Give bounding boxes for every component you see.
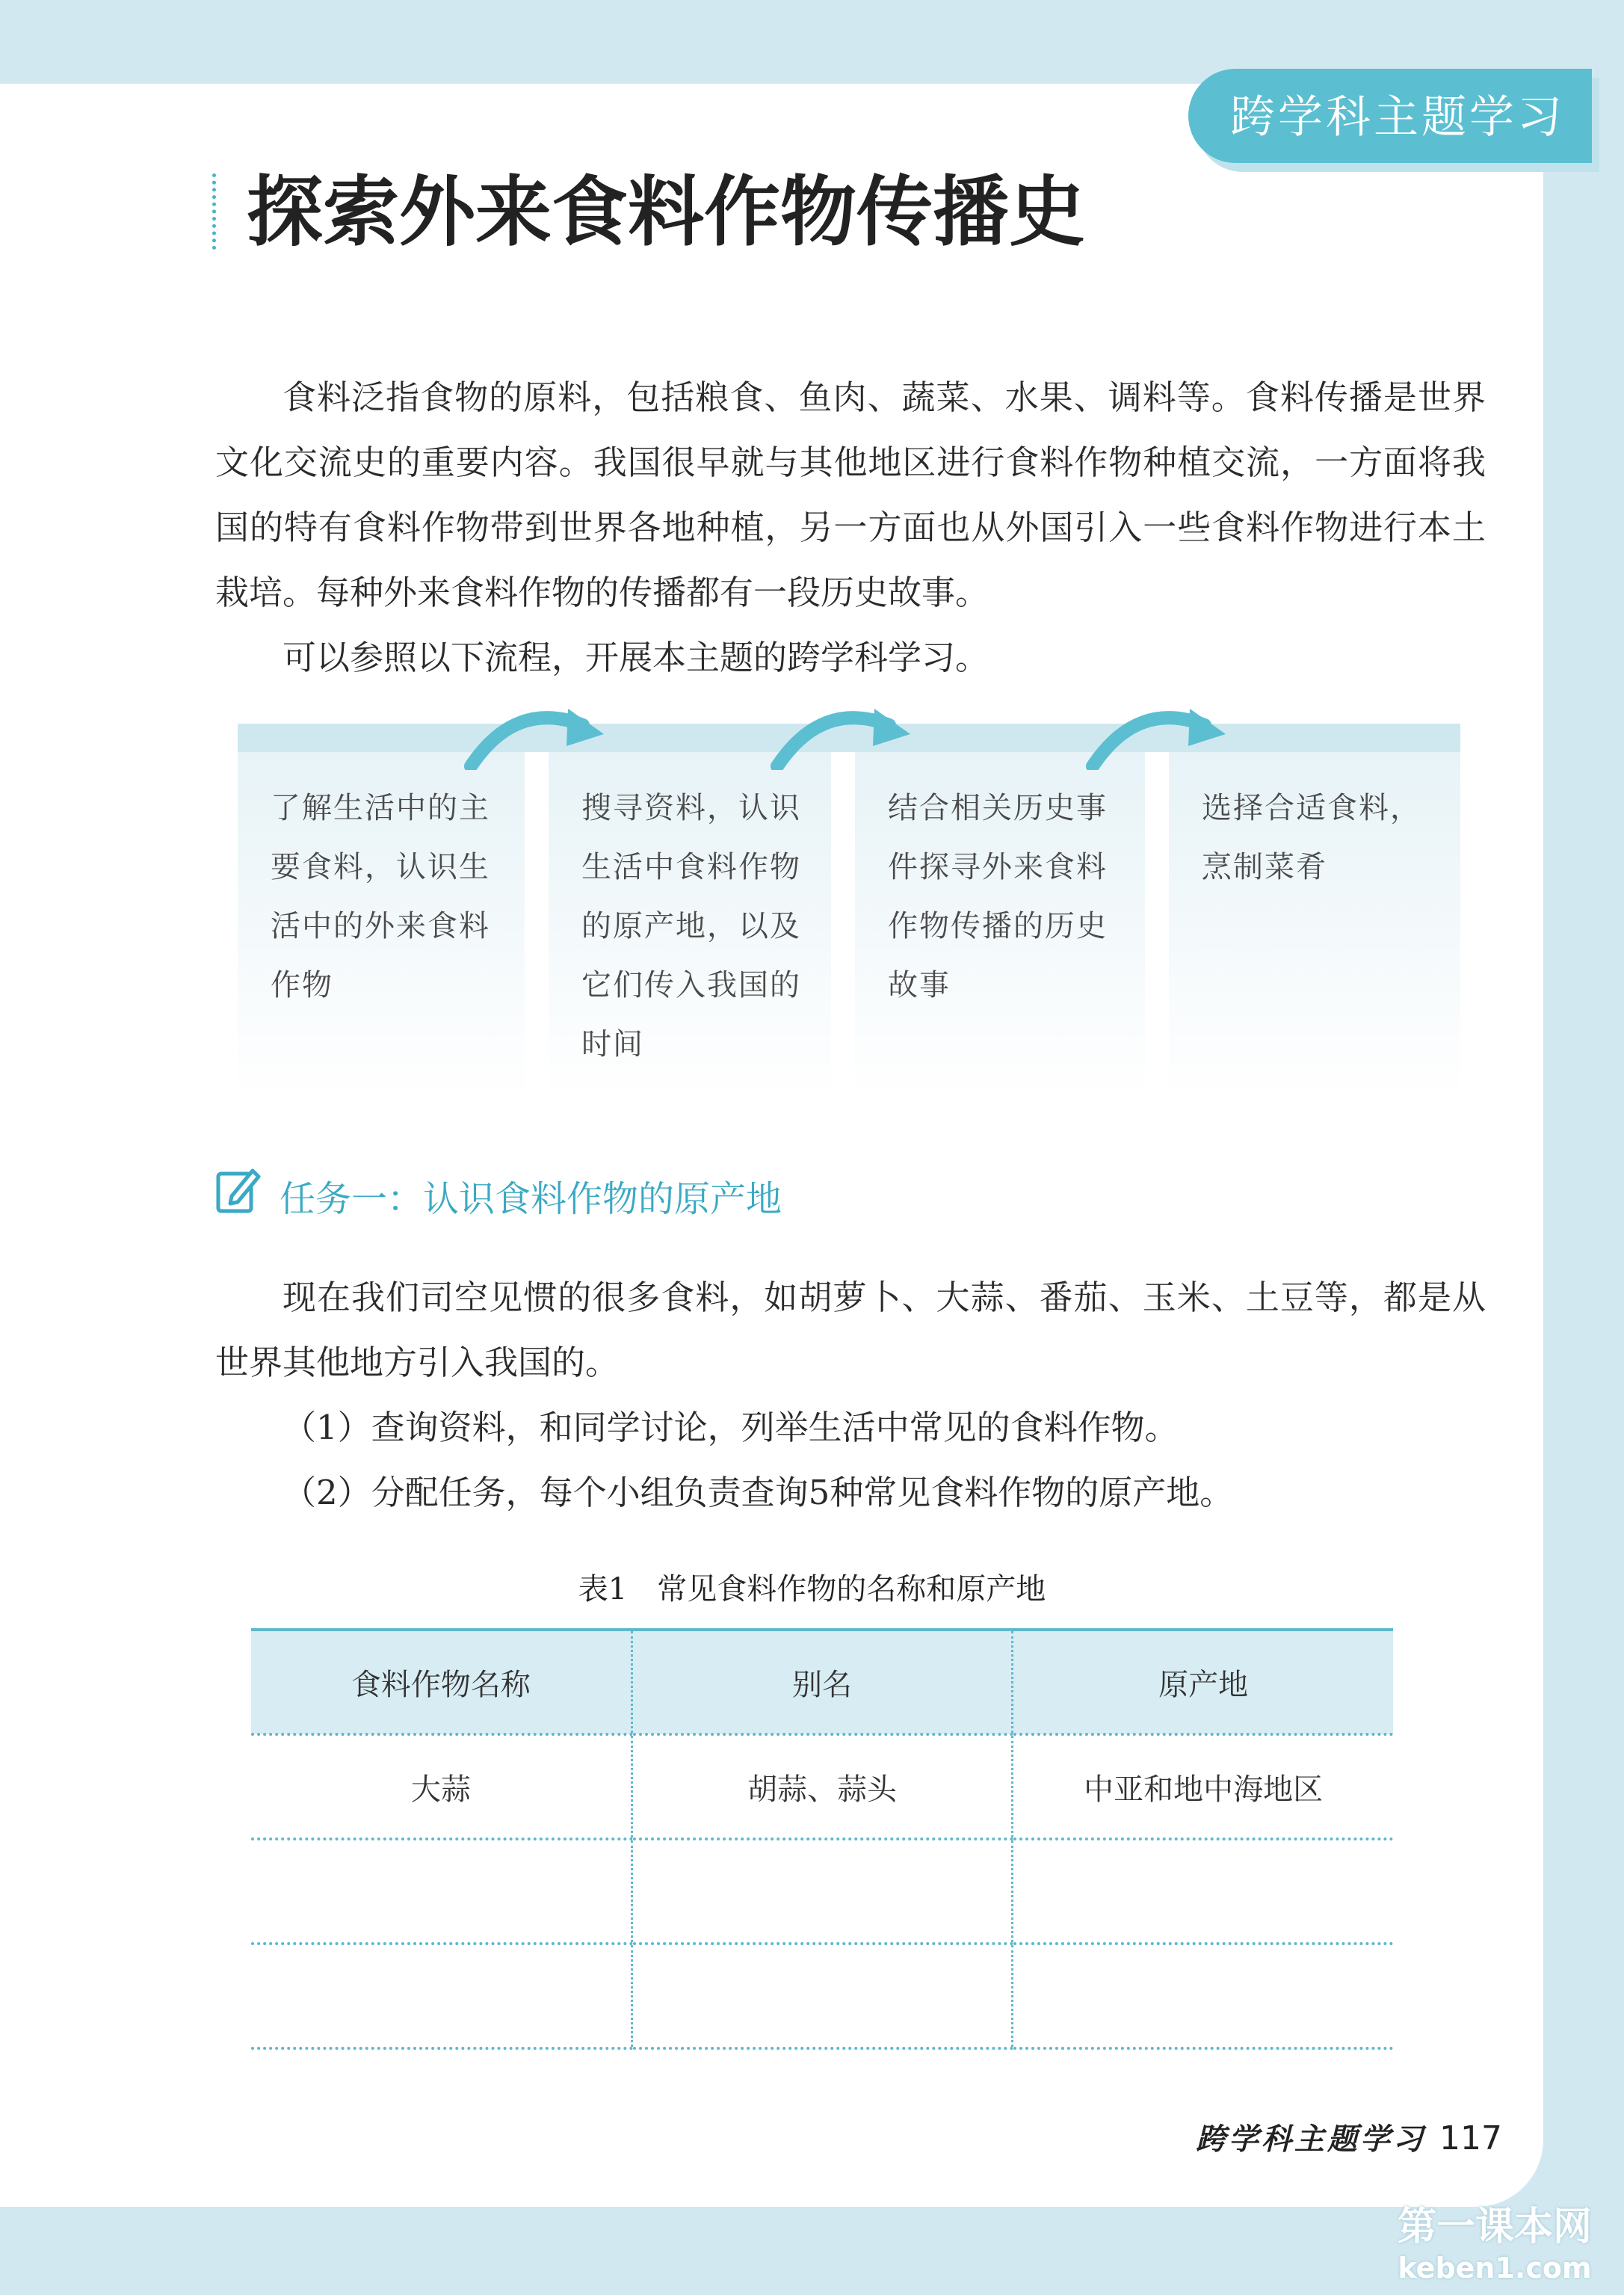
task-step-1: （1）查询资料，和同学讨论，列举生活中常见的食料作物。 <box>282 1408 1179 1447</box>
task-title: 任务一：认识食料作物的原产地 <box>280 1178 782 1220</box>
table-cell <box>1013 1944 1393 2048</box>
table-cell: 大蒜 <box>251 1734 632 1839</box>
table-caption: 表1 常见食料作物的名称和原产地 <box>578 1572 1046 1606</box>
table-row <box>251 1734 1393 1839</box>
watermark-site: keben1.com <box>1398 2252 1592 2285</box>
footer-label: 跨学科主题学习 <box>1196 2122 1426 2157</box>
table-cell <box>632 1944 1012 2048</box>
table-cell <box>251 1839 632 1944</box>
task-step-2: （2）分配任务，每个小组负责查询5种常见食料作物的原产地。 <box>282 1473 1234 1512</box>
page-edge-strip <box>1543 84 1624 2207</box>
flow-step-2: 搜寻资料，认识生活中食料作物的原产地，以及它们传入我国的时间 <box>549 752 831 1099</box>
table-header-cell: 别名 <box>632 1630 1012 1734</box>
page-number: 117 <box>1439 2119 1502 2157</box>
page-footer <box>1196 2113 1502 2166</box>
watermark <box>1383 2204 1607 2286</box>
flow-arrow-icon <box>770 703 912 770</box>
watermark-name: 第一课本网 <box>1397 2205 1592 2249</box>
table-cell: 中亚和地中海地区 <box>1013 1734 1393 1839</box>
page-title: 探索外来食料作物传播史 <box>247 167 1085 257</box>
section-banner-label: 跨学科主题学习 <box>1230 91 1565 144</box>
title-marker <box>212 173 216 250</box>
flow-arrow-icon <box>463 703 605 770</box>
flow-step-3: 结合相关历史事件探寻外来食料作物传播的历史故事 <box>855 752 1145 1099</box>
table-row <box>251 1839 1393 1944</box>
crop-origin-table <box>251 1628 1393 2050</box>
flow-step-4: 选择合适食料，烹制菜肴 <box>1169 752 1460 1099</box>
table-header-cell: 原产地 <box>1013 1630 1393 1734</box>
table-header-cell: 食料作物名称 <box>251 1630 632 1734</box>
table-cell <box>251 1944 632 2048</box>
table-header-row <box>251 1630 1393 1734</box>
table-cell <box>1013 1839 1393 1944</box>
task-paragraph: 现在我们司空见惯的很多食料，如胡萝卜、大蒜、番茄、玉米、土豆等，都是从世界其他地方引入我国的。 <box>215 1278 1486 1382</box>
flow-arrow-icon <box>1085 703 1227 770</box>
intro-paragraph-2: 可以参照以下流程，开展本主题的跨学科学习。 <box>282 638 989 677</box>
table-row <box>251 1944 1393 2048</box>
intro-paragraph: 食料泛指食物的原料，包括粮食、鱼肉、蔬菜、水果、调料等。食料传播是世界文化交流史的重要内容。我国很早就与其他地区进行食料作物种植交流，一方面将我国的特有食料作物带到世界各地种植，另一方面也从外国引入一些食料作物进行本土栽培。每种外来食料作物的传播都有一段历史故事。 <box>215 378 1486 612</box>
pencil-note-icon <box>215 1166 262 1216</box>
flow-step-1: 了解生活中的主要食料，认识生活中的外来食料作物 <box>238 752 525 1099</box>
table-cell: 胡蒜、蒜头 <box>632 1734 1012 1839</box>
table-cell <box>632 1839 1012 1944</box>
